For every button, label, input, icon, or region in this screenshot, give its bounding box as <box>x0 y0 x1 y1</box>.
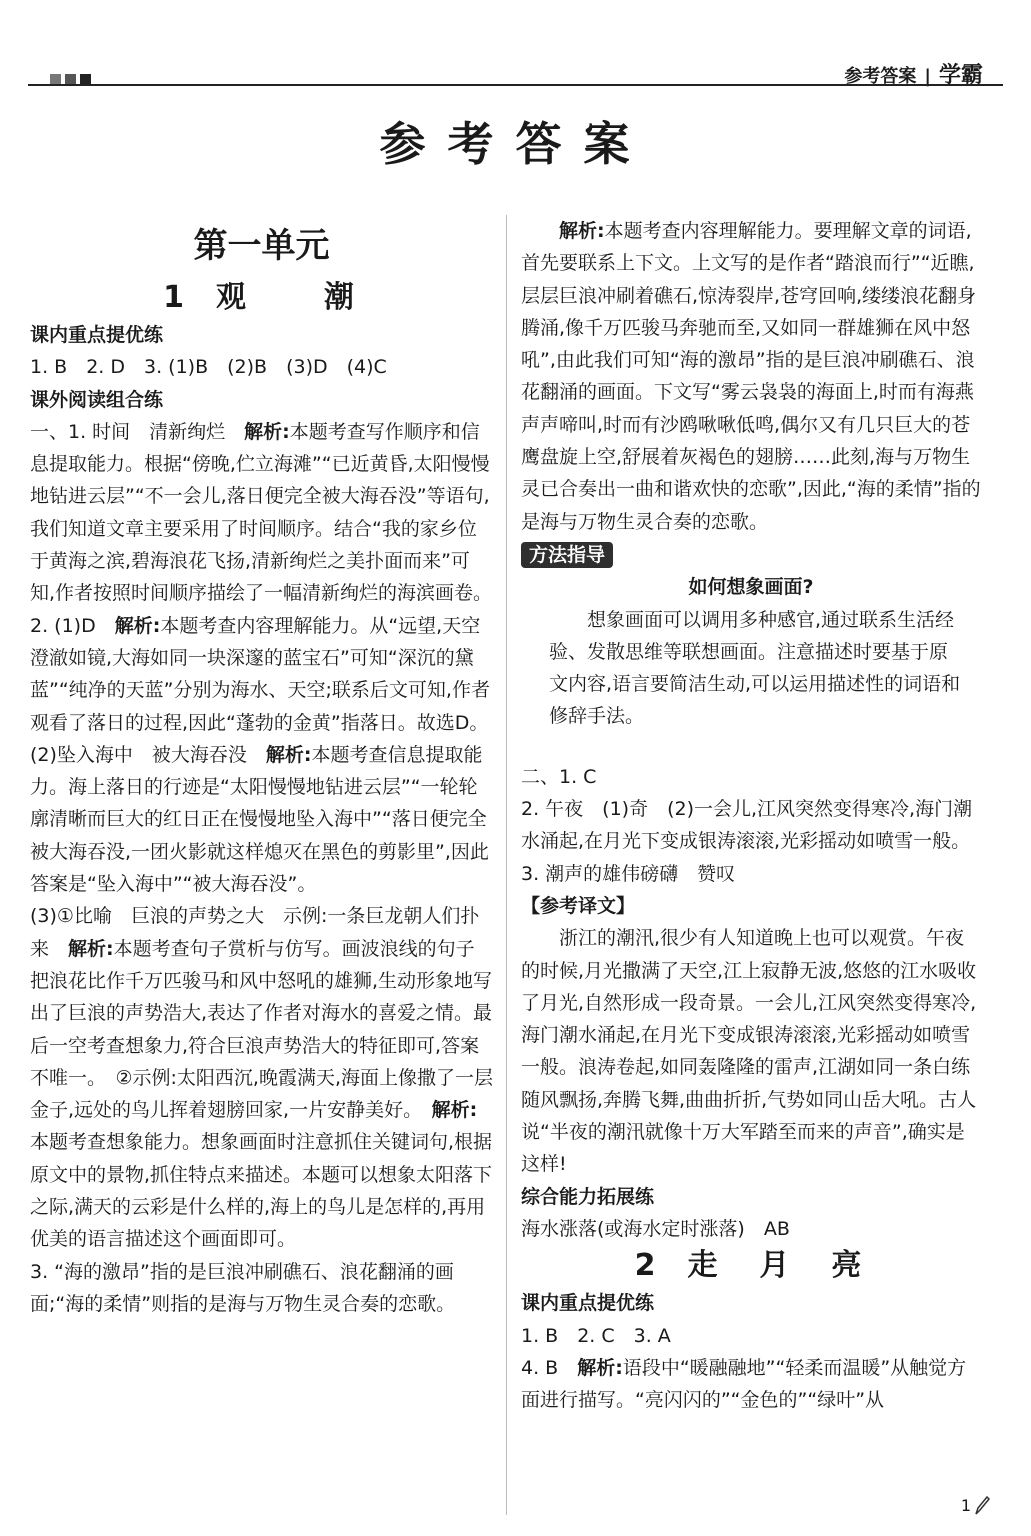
method-guide-badge: 方法指导 <box>521 542 613 568</box>
answer-head: 一、1. 时间 清新绚烂 <box>30 420 245 443</box>
lesson-title-1 <box>30 277 493 319</box>
answer-line: 海水涨落(或海水定时涨落) AB <box>521 1217 790 1240</box>
section-heading: 课外阅读组合练 <box>30 388 164 411</box>
answer-paragraph <box>30 900 493 1255</box>
method-body: 想象画面可以调用多种感官,通过联系生活经验、发散思维等联想画面。注意描述时要基于原文内容,语言要简洁生动,可以运用描述性的词语和修辞手法。 <box>549 608 961 728</box>
header-squares-decoration <box>50 70 95 89</box>
answer-line: 二、1. C <box>521 765 597 788</box>
left-column <box>30 215 493 1320</box>
pen-icon <box>973 1494 991 1520</box>
header-label: 参考答案 <box>844 66 917 87</box>
section-heading: 综合能力拓展练 <box>521 1185 655 1208</box>
lesson-title-2 <box>521 1245 981 1287</box>
answer-paragraph: 3. “海的激昂”指的是巨浪冲刷礁石、浪花翻涌的画面;“海的柔情”则指的是海与万物生灵合奏的恋歌。 <box>30 1260 456 1315</box>
analysis-text: 语段中“暖融融地”“轻柔而温暖”从触觉方面进行描写。“亮闪闪的”“金色的”“绿叶”从 <box>521 1356 967 1412</box>
page-title: 参考答案 <box>379 117 652 171</box>
answer-head: 4. B <box>521 1356 578 1379</box>
header-brand: 学霸 <box>938 63 983 88</box>
analysis-text: 本题考查写作顺序和信息提取能力。根据“傍晚,伫立海滩”“已近黄昏,太阳慢慢地钻进云层”“不一会儿,落日便完全被大海吞没”等语句,我们知道文章主要采用了时间顺序。结合“我的家乡位于黄海之滨,碧海浪花飞扬,清新绚烂之美扑面而来”可知,作者按照时间顺序描绘了一幅清新绚烂的海滨画卷。 <box>30 420 493 605</box>
analysis-label: 解析: <box>244 420 290 443</box>
analysis-label: 解析: <box>114 614 161 637</box>
reference-translation-label: 【参考译文】 <box>521 894 636 917</box>
right-column <box>521 215 981 1416</box>
page-number: 1 <box>960 1496 971 1515</box>
analysis-text: 本题考查内容理解能力。从“远望,天空澄澈如镜,大海如同一块深邃的蓝宝石”可知“深沉的黛蓝”“纯净的天蓝”分别为海水、天空;联系后文可知,作者观看了落日的过程,因此“蓬勃的金黄”指落日。故选D。 <box>30 614 490 734</box>
unit-title: 第一单元 <box>193 226 330 266</box>
analysis-text: 本题考查句子赏析与仿写。画波浪线的句子把浪花比作千万匹骏马和风中怒吼的雄狮,生动形象地写出了巨浪的声势浩大,表达了作者对海水的喜爱之情。最后一空考查想象力,符合巨浪声势浩大的特征即可,答案不唯一。 ②示例:太阳西沉,晚霞满天,海面上像撒了一层金子,远处的鸟儿挥着翅膀回家,一片安静美好。 <box>30 937 494 1122</box>
answer-head: 2. (1)D <box>30 614 115 637</box>
header-right: 参考答案 | 学霸 <box>844 63 983 88</box>
column-divider <box>506 215 507 1515</box>
analysis-text: 本题考查信息提取能力。海上落日的行迹是“太阳慢慢地钻进云层”“一轮轮廓清晰而巨大的红日正在慢慢地坠入海中”“落日便完全被大海吞没,一团火影就这样熄灭在黑色的剪影里”,因此答案是“坠入海中”“被大海吞没”。 <box>30 743 489 896</box>
section-heading: 课内重点提优练 <box>521 1292 655 1315</box>
page-header <box>28 52 1003 88</box>
answer-paragraph <box>521 1352 981 1417</box>
analysis-text: 本题考查内容理解能力。要理解文章的词语,首先要联系上下文。上文写的是作者“踏浪而行”“近瞧,层层巨浪冲刷着礁石,惊涛裂岸,苍穹回响,缕缕浪花翻身腾涌,像千万匹骏马奔驰而至,又如同一群雄狮在风中怒吼”,由此我们可知“海的激昂”指的是巨浪冲刷礁石、浪花翻涌的画面。下文写“雾云袅袅的海面上,时而有海燕声声啼叫,时而有沙鸥啾啾低鸣,偶尔又有几只巨大的苍鹰盘旋上空,舒展着灰褐色的翅膀……此刻,海与万物生灵已合奏出一曲和谐欢快的恋歌”,因此,“海的柔情”指的是海与万物生灵合奏的恋歌。 <box>521 220 981 533</box>
answer-paragraph: 2. 午夜 (1)奇 (2)一会儿,江风突然变得寒冷,海门潮水涌起,在月光下变成银涛滚滚,光彩摇动如喷雪一般。 <box>521 798 973 853</box>
lesson-name: 观 潮 <box>215 280 360 315</box>
answer-head: (3)①比喻 巨浪的声势之大 示例:一条巨龙朝人们扑来 <box>30 905 480 960</box>
analysis-label: 解析: <box>68 937 114 960</box>
analysis-label: 解析: <box>265 743 312 766</box>
answer-line: 1. B 2. D 3. (1)B (2)B (3)D (4)C <box>30 356 387 379</box>
answer-paragraph <box>30 739 493 900</box>
answer-paragraph <box>521 215 981 538</box>
spacer <box>521 733 981 761</box>
lesson-name: 走 月 亮 <box>687 1248 868 1284</box>
analysis-text: 本题考查想象能力。想象画面时注意抓住关键词句,根据原文中的景物,抓住特点来描述。本题可以想象太阳落下之际,满天的云彩是什么样的,海上的鸟儿是怎样的,再用优美的语言描述这个画面即可。 <box>30 1131 493 1251</box>
section-heading: 课内重点提优练 <box>30 324 164 346</box>
lesson-number: 1 <box>163 280 190 315</box>
answer-line: 1. B 2. C 3. A <box>521 1324 671 1347</box>
answer-head: (2)坠入海中 被大海吞没 <box>30 743 266 766</box>
answer-line: 3. 潮声的雄伟磅礴 赞叹 <box>521 862 736 885</box>
answer-paragraph <box>30 416 493 610</box>
answer-paragraph <box>30 610 493 739</box>
analysis-label: 解析: <box>431 1099 478 1122</box>
method-title: 如何想象画面? <box>688 576 814 599</box>
lesson-number: 2 <box>634 1248 662 1284</box>
analysis-label: 解析: <box>559 220 605 242</box>
analysis-label: 解析: <box>577 1356 623 1379</box>
header-rule <box>28 84 1003 86</box>
reference-translation: 浙江的潮汛,很少有人知道晚上也可以观赏。午夜的时候,月光撒满了天空,江上寂静无波,悠悠的江水吸收了月光,自然形成一段奇景。一会儿,江风突然变得寒冷,海门潮水涌起,在月光下变成银涛滚滚,光彩摇动如喷雪一般。浪涛卷起,如同轰隆隆的雷声,江湖如同一条白练随风飘扬,奔腾飞舞,曲曲折折,气势如同山岳大吼。古人说“半夜的潮汛就像十万大军踏至而来的声音”,确实是这样! <box>521 927 977 1176</box>
